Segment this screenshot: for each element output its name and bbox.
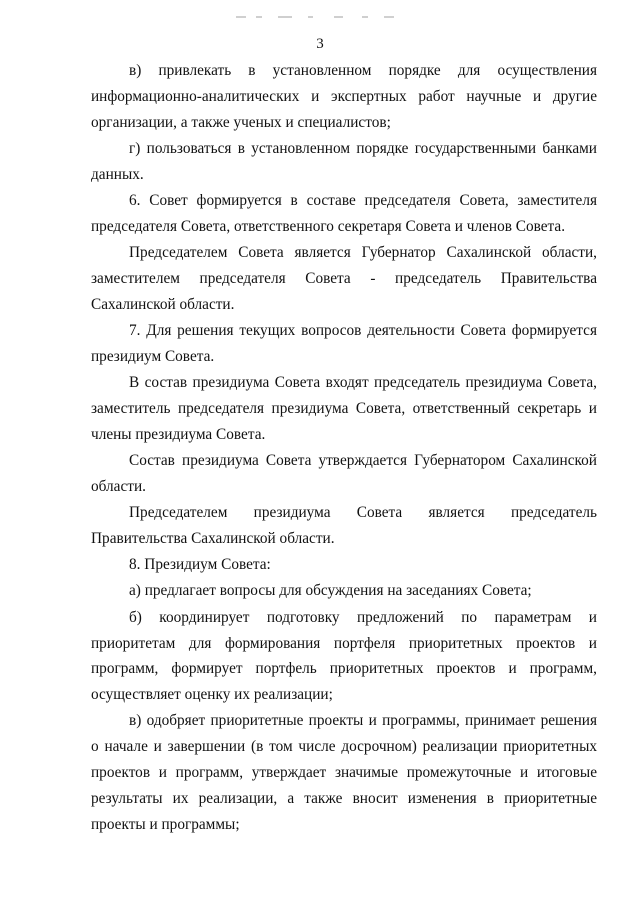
paragraph-presidium-approval: Состав президиума Совета утверждается Губернатором Сахалинской области. — [91, 451, 597, 495]
paragraph-item-v: в) привлекать в установленном порядке для осуществления информационно-аналитических и экспертных работ научные и другие организации, а также ученых и специалистов; — [91, 62, 597, 131]
paragraph-presidium-composition: В состав президиума Совета входят председатель президиума Совета, заместитель председателя президиума Совета, ответственный секретарь и члены президиума Совета. — [91, 374, 597, 443]
paragraph-council-chair: Председателем Совета является Губернатор Сахалинской области, заместителем председателя Совета - председатель Правительства Сахалинской области. — [91, 244, 597, 313]
paragraph-presidium-chair: Председателем президиума Совета является председатель Правительства Сахалинской области. — [91, 504, 597, 547]
paragraph-item-v-presidium: в) одобряет приоритетные проекты и программы, принимает решения о начале и завершении (в том числе досрочном) реализации приоритетных проектов и программ, утверждает значимые промежуточные и итоговые результаты их реализации, а также вносит изменения в приоритетные проекты и программы; — [91, 712, 597, 833]
paragraph-section-7: 7. Для решения текущих вопросов деятельности Совета формируется президиум Совета. — [91, 321, 597, 365]
scan-artifact — [230, 13, 400, 21]
paragraph-section-6: 6. Совет формируется в составе председателя Совета, заместителя председателя Совета, ответственного секретаря Совета и членов Совета. — [91, 191, 597, 235]
paragraph-item-a: а) предлагает вопросы для обсуждения на заседаниях Совета; — [129, 582, 532, 600]
document-body — [91, 58, 597, 838]
page-number: 3 — [316, 36, 324, 52]
paragraph-item-g: г) пользоваться в установленном порядке государственными банками данных. — [91, 139, 597, 183]
paragraph-item-b: б) координирует подготовку предложений по параметрам и приоритетам для формирования портфеля приоритетных проектов и программ, формирует портфель приоритетных проектов и программ, осуществляет оценку их реализации; — [91, 608, 597, 704]
paragraph-section-8: 8. Президиум Совета: — [129, 556, 271, 574]
